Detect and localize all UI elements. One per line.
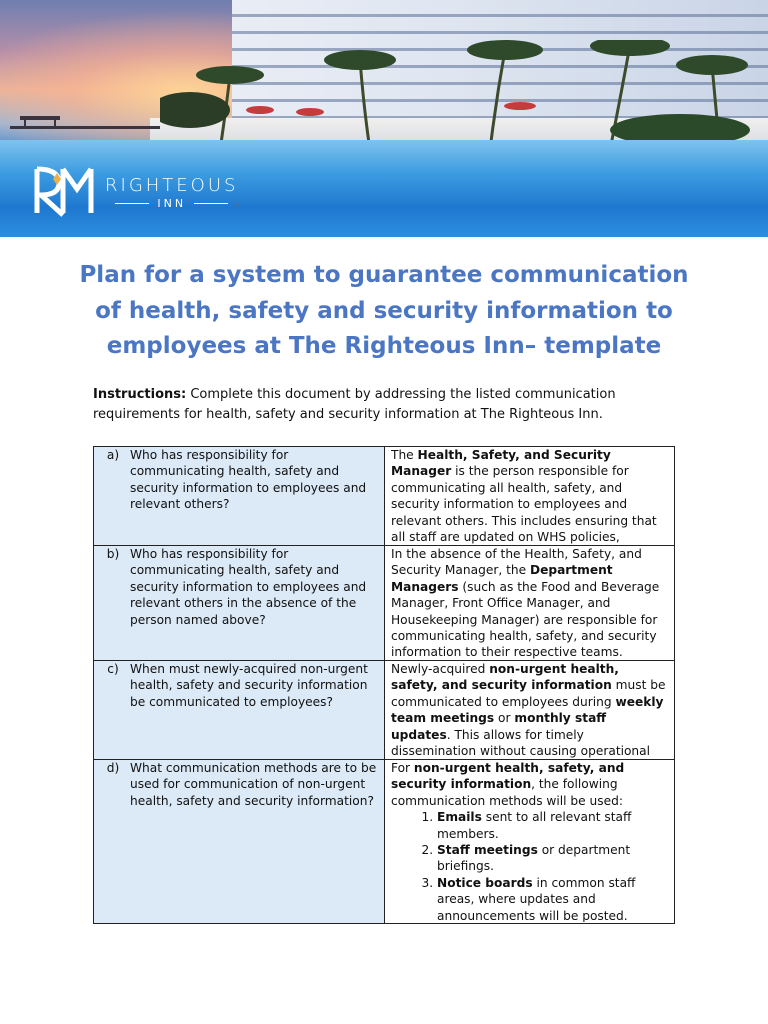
answer-text: , the following communication methods will be used: bbox=[391, 777, 623, 808]
answer-text: The bbox=[391, 448, 418, 462]
answer-text: or bbox=[494, 711, 515, 726]
question-cell bbox=[94, 546, 385, 661]
logo-monogram-icon bbox=[33, 165, 95, 219]
hero-banner bbox=[0, 0, 768, 237]
question-cell bbox=[94, 447, 385, 546]
answer-text: sent to all relevant staff members. bbox=[437, 810, 632, 841]
answer-bold-text: Emails bbox=[437, 810, 482, 825]
instructions bbox=[93, 385, 683, 425]
answer-text: must be communicated to employees during bbox=[391, 678, 666, 709]
pier-graphic bbox=[10, 112, 160, 136]
question-cell bbox=[94, 760, 385, 924]
answer-bold-text: non-urgent health, safety, and security information bbox=[391, 662, 619, 693]
answer-bold-text: Notice boards bbox=[437, 875, 533, 890]
instructions-text: Complete this document by addressing the listed communication requirements for health, safety and security information at The Righteous Inn. bbox=[93, 387, 616, 422]
answer-text: For bbox=[391, 761, 414, 775]
table-row bbox=[94, 760, 675, 924]
answer-cell bbox=[385, 546, 675, 661]
answer-bold-text: Department Managers bbox=[391, 563, 613, 594]
methods-list bbox=[391, 809, 668, 922]
question-letter: d) bbox=[106, 761, 120, 775]
brand-divider bbox=[194, 203, 228, 204]
brand-sub: INN bbox=[157, 196, 187, 210]
answer-text: is the person responsible for communicating all health, safety, and security information to employees and relevant others. This includes ensuring that all staff are updated on WHS policies, bbox=[391, 464, 657, 544]
question-letter: a) bbox=[106, 448, 120, 462]
answer-bold-text: Health, Safety, and Security Manager bbox=[391, 448, 611, 479]
instructions-label: Instructions: bbox=[93, 387, 187, 402]
answer-bold-text: monthly staff updates bbox=[391, 711, 607, 742]
answer-text: . This allows for timely dissemination without causing operational bbox=[391, 727, 651, 758]
table-row bbox=[94, 447, 675, 546]
table-row bbox=[94, 546, 675, 661]
palm-trees bbox=[160, 40, 768, 150]
answer-text: in common staff areas, where updates and announcements will be posted. bbox=[437, 875, 636, 922]
list-item bbox=[437, 842, 668, 875]
question-text: Who has responsibility for communicating health, safety and security information to employees and relevant others? bbox=[130, 448, 367, 512]
question-text: Who has responsibility for communicating health, safety and security information to employees and relevant others in the absence of the person named above? bbox=[130, 547, 367, 627]
answer-cell bbox=[385, 447, 675, 546]
answer-bold-text: Staff meetings bbox=[437, 843, 538, 858]
question-text: When must newly-acquired non-urgent health, safety and security information be communicated to employees? bbox=[130, 662, 368, 709]
list-item bbox=[437, 809, 668, 842]
righteous-inn-logo bbox=[33, 165, 238, 219]
question-cell bbox=[94, 661, 385, 760]
answer-cell bbox=[385, 760, 675, 924]
answer-text: Newly-acquired bbox=[391, 662, 490, 676]
answer-text: or department briefings. bbox=[437, 843, 631, 874]
answer-bold-text: non-urgent health, safety, and security information bbox=[391, 761, 625, 792]
requirements-table bbox=[93, 446, 675, 924]
answer-text: (such as the Food and Beverage Manager, Front Office Manager, and Housekeeping Manager) are responsible for communicating health, safety, and security information to their respective teams. bbox=[391, 579, 660, 659]
table-row bbox=[94, 661, 675, 760]
question-text: What communication methods are to be used for communication of non-urgent health, safety and security information? bbox=[130, 761, 377, 808]
question-letter: c) bbox=[107, 662, 119, 676]
answer-text: In the absence of the Health, Safety, and Security Manager, the bbox=[391, 547, 642, 578]
answer-bold-text: weekly team meetings bbox=[391, 694, 664, 726]
question-letter: b) bbox=[106, 547, 120, 561]
list-item bbox=[437, 875, 668, 922]
brand-divider bbox=[115, 203, 149, 204]
answer-cell bbox=[385, 661, 675, 760]
brand-name: RIGHTEOUS bbox=[105, 174, 239, 196]
document-title: Plan for a system to guarantee communication of health, safety and security information to employees at The Righteous Inn– template bbox=[79, 262, 689, 359]
